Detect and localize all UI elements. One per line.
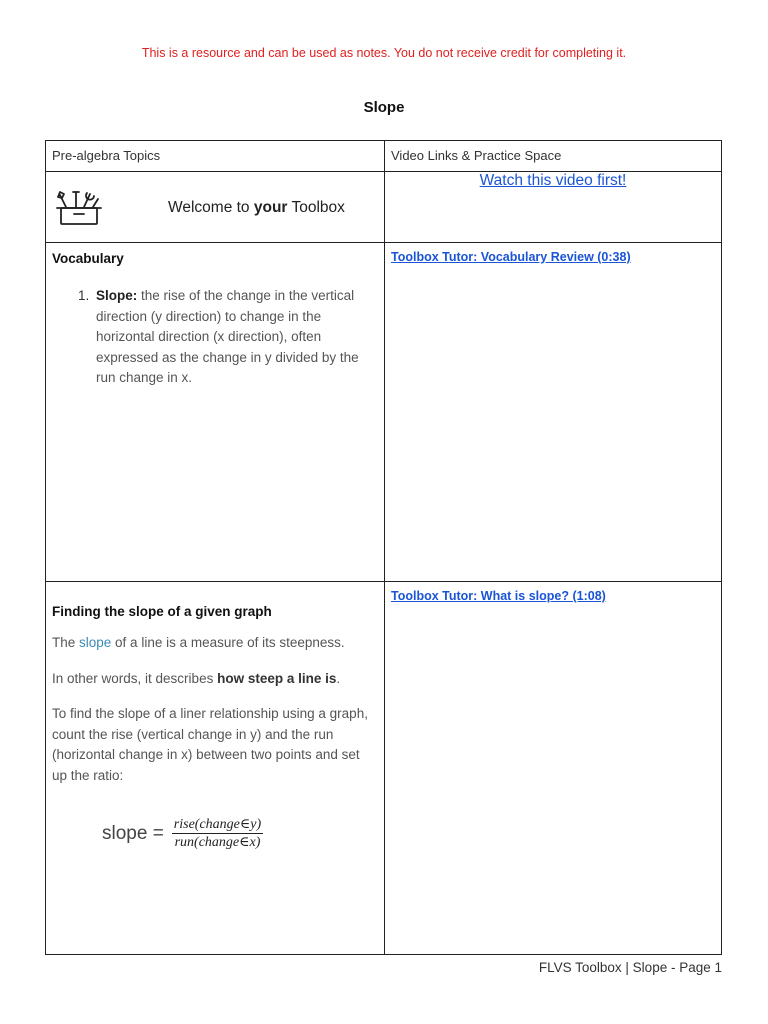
p1-before: The xyxy=(52,635,80,650)
vocabulary-review-link[interactable]: Toolbox Tutor: Vocabulary Review (0:38) xyxy=(391,250,631,264)
formula-denominator: run(change∈x) xyxy=(174,835,261,850)
table-header-row xyxy=(46,141,722,172)
welcome-row xyxy=(46,172,722,243)
welcome-text xyxy=(168,199,345,217)
notes-table xyxy=(45,140,722,955)
p1-after: of a line is a measure of its steepness. xyxy=(111,635,345,650)
ratio-instructions-paragraph: To find the slope of a liner relationship using a graph, count the rise (vertical change in y) and the run (horizontal change in x) between two points and set up the ratio: xyxy=(52,706,368,783)
what-is-slope-link[interactable]: Toolbox Tutor: What is slope? (1:08) xyxy=(391,589,606,603)
formula-numerator: rise(change∈y) xyxy=(173,817,262,832)
finding-slope-video-cell xyxy=(385,582,722,955)
finding-slope-cell xyxy=(46,582,385,955)
steepness-emphasis: how steep a line is xyxy=(217,670,337,686)
vocabulary-video-cell xyxy=(385,243,722,582)
list-item-number: 1. xyxy=(78,288,90,303)
vocabulary-list xyxy=(52,286,376,389)
welcome-cell xyxy=(46,172,385,243)
welcome-suffix: Toolbox xyxy=(287,199,345,216)
notice-banner: This is a resource and can be used as notes. You do not receive credit for completing it. xyxy=(141,46,627,60)
formula-fraction xyxy=(172,816,263,851)
page-footer: FLVS Toolbox | Slope - Page 1 xyxy=(538,960,722,975)
welcome-prefix: Welcome to xyxy=(168,199,254,216)
watch-video-link[interactable]: Watch this video first! xyxy=(479,172,627,189)
list-item xyxy=(52,286,376,389)
header-cell-videos xyxy=(385,141,722,172)
header-cell-topics xyxy=(46,141,385,172)
welcome-video-cell xyxy=(385,172,722,243)
formula-label: slope = xyxy=(102,822,164,844)
vocabulary-heading: Vocabulary xyxy=(52,251,124,266)
toolbox-icon xyxy=(54,188,104,226)
p2-after: . xyxy=(336,670,341,686)
slope-definition-paragraph xyxy=(52,633,376,654)
page-title: Slope xyxy=(363,99,405,116)
vocab-term: Slope: xyxy=(96,288,138,303)
header-topics-label: Pre-algebra Topics xyxy=(52,148,161,163)
finding-slope-row xyxy=(46,582,722,955)
finding-slope-heading: Finding the slope of a given graph xyxy=(52,604,272,619)
vocabulary-cell xyxy=(46,243,385,582)
vocabulary-row xyxy=(46,243,722,582)
slope-term: slope xyxy=(79,635,112,650)
slope-formula xyxy=(102,816,263,851)
header-videos-label: Video Links & Practice Space xyxy=(391,148,562,163)
steepness-paragraph xyxy=(52,669,376,690)
welcome-emphasis: your xyxy=(253,199,288,216)
vocab-definition: the rise of the change in the vertical direction (y direction) to change in the horizontal direction (x direction), often expressed as the change in y divided by the run change in x. xyxy=(96,288,359,385)
p2-before: In other words, it describes xyxy=(52,670,218,686)
